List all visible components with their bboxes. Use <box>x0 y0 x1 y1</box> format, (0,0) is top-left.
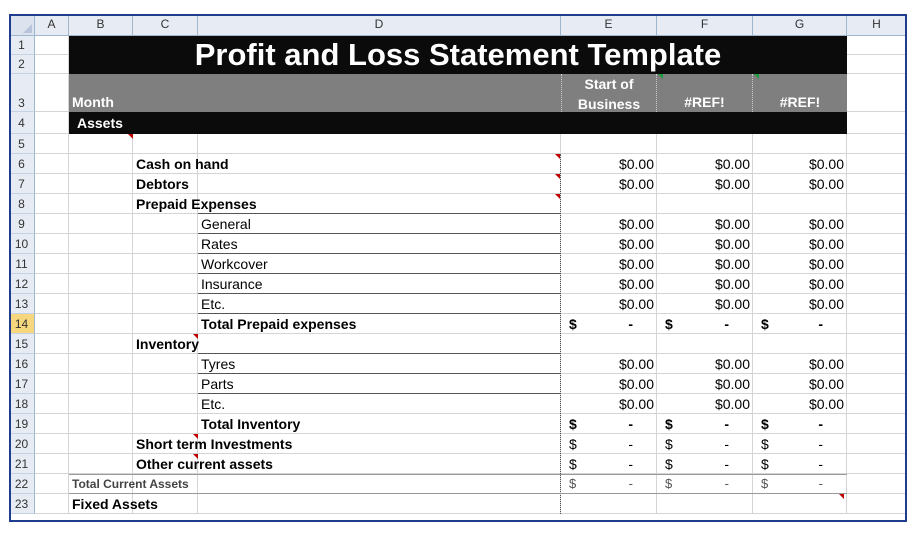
grid-cell[interactable] <box>847 454 907 474</box>
comment-indicator <box>128 134 133 139</box>
currency-symbol-e: $ <box>569 416 577 432</box>
value-e[interactable]: $0.00 <box>618 256 654 272</box>
grid-cell[interactable] <box>198 134 561 154</box>
grid-cell[interactable] <box>847 434 907 454</box>
row-underline <box>198 313 561 314</box>
currency-symbol-g: $ <box>761 316 769 332</box>
column-divider <box>560 154 561 514</box>
row-label: Total Prepaid expenses <box>201 316 357 332</box>
row-header-16[interactable]: 16 <box>9 354 35 374</box>
row-header-4[interactable]: 4 <box>9 112 35 134</box>
grid-cell[interactable] <box>847 234 907 254</box>
row-header-22[interactable]: 22 <box>9 474 35 494</box>
value-f[interactable]: - <box>724 476 729 491</box>
row-label: Etc. <box>201 296 226 312</box>
comment-indicator <box>658 74 663 79</box>
currency-symbol-e: $ <box>569 436 577 452</box>
grid-cell[interactable] <box>69 454 133 474</box>
value-e[interactable]: $0.00 <box>618 296 654 312</box>
row-header-15[interactable]: 15 <box>9 334 35 354</box>
grid-cell[interactable] <box>133 354 198 374</box>
value-g[interactable]: - <box>818 316 823 332</box>
grid-cell[interactable] <box>847 334 907 354</box>
row-header-17[interactable]: 17 <box>9 374 35 394</box>
row-underline <box>198 393 561 394</box>
currency-symbol-e: $ <box>569 456 577 472</box>
grid-cell[interactable] <box>657 134 753 154</box>
value-f[interactable]: $0.00 <box>714 396 750 412</box>
value-g[interactable]: $0.00 <box>808 176 844 192</box>
row-label: Fixed Assets <box>72 496 158 512</box>
row-label: Inventory <box>136 336 200 352</box>
grid-cell[interactable] <box>35 194 69 214</box>
grid-cell[interactable] <box>35 354 69 374</box>
grid-cell[interactable] <box>133 294 198 314</box>
grid-cell[interactable] <box>847 55 907 74</box>
grid-cell[interactable] <box>35 74 69 112</box>
currency-symbol-e: $ <box>569 476 577 491</box>
section-assets: Assets <box>69 112 847 134</box>
grid-cell[interactable] <box>69 434 133 454</box>
currency-symbol-g: $ <box>761 416 769 432</box>
value-e[interactable]: $0.00 <box>618 176 654 192</box>
row-label: Workcover <box>201 256 268 272</box>
row-underline <box>198 293 561 294</box>
row-header-12[interactable]: 12 <box>9 274 35 294</box>
value-g[interactable]: - <box>818 456 823 472</box>
column-header-b[interactable]: B <box>69 14 133 35</box>
value-e[interactable]: $0.00 <box>618 236 654 252</box>
value-f[interactable]: $0.00 <box>714 236 750 252</box>
row-header-5[interactable]: 5 <box>9 134 35 154</box>
grid-cell[interactable] <box>35 154 69 174</box>
grid-cell[interactable] <box>847 374 907 394</box>
grid-cell[interactable] <box>35 474 69 494</box>
grid-cell[interactable] <box>35 494 69 514</box>
grid-cell[interactable] <box>35 374 69 394</box>
grid-cell[interactable] <box>657 334 753 354</box>
header-start-line1: Start of <box>584 76 634 92</box>
grid-cell[interactable] <box>561 134 657 154</box>
sheet-row <box>9 134 907 154</box>
currency-symbol-f: $ <box>665 476 673 491</box>
value-g[interactable]: $0.00 <box>808 216 844 232</box>
value-e[interactable]: - <box>628 456 633 472</box>
header-start-line2: Business <box>577 96 641 112</box>
value-g[interactable]: $0.00 <box>808 256 844 272</box>
page-title: Profit and Loss Statement Template <box>69 36 847 74</box>
select-all-corner[interactable] <box>9 14 35 35</box>
row-underline <box>198 213 561 214</box>
currency-symbol-f: $ <box>665 316 673 332</box>
grid-cell[interactable] <box>35 234 69 254</box>
grid-cell[interactable] <box>69 154 133 174</box>
row-label: Rates <box>201 236 238 252</box>
grid-cell[interactable] <box>133 134 198 154</box>
value-e[interactable]: - <box>628 476 633 491</box>
grid-cell[interactable] <box>69 354 133 374</box>
row-header-21[interactable]: 21 <box>9 454 35 474</box>
row-label: Etc. <box>201 396 226 412</box>
grid-cell[interactable] <box>847 314 907 334</box>
grid-cell[interactable] <box>69 394 133 414</box>
grid-cell[interactable] <box>69 294 133 314</box>
row-header-20[interactable]: 20 <box>9 434 35 454</box>
column-header-g[interactable]: G <box>753 14 847 35</box>
value-f[interactable]: - <box>724 456 729 472</box>
value-g[interactable]: $0.00 <box>808 356 844 372</box>
comment-indicator <box>555 154 560 159</box>
value-f[interactable]: $0.00 <box>714 256 750 272</box>
grid-cell[interactable] <box>35 112 69 134</box>
currency-symbol-f: $ <box>665 456 673 472</box>
comment-indicator <box>754 74 759 79</box>
grid-cell[interactable] <box>847 394 907 414</box>
currency-symbol-f: $ <box>665 416 673 432</box>
grid-cell[interactable] <box>69 214 133 234</box>
value-f[interactable]: $0.00 <box>714 176 750 192</box>
row-header-8[interactable]: 8 <box>9 194 35 214</box>
grid-cell[interactable] <box>133 254 198 274</box>
comment-indicator <box>839 494 844 499</box>
value-g[interactable]: $0.00 <box>808 396 844 412</box>
grid-cell[interactable] <box>847 112 907 134</box>
currency-symbol-f: $ <box>665 436 673 452</box>
grid-cell[interactable] <box>753 494 847 514</box>
grid-cell[interactable] <box>35 214 69 234</box>
row-underline <box>198 373 561 374</box>
grid-cell[interactable] <box>847 134 907 154</box>
grid-cell[interactable] <box>561 494 657 514</box>
row-header-18[interactable]: 18 <box>9 394 35 414</box>
row-label: Parts <box>201 376 234 392</box>
grid-cell[interactable] <box>847 154 907 174</box>
value-e[interactable]: $0.00 <box>618 396 654 412</box>
row-header-1[interactable]: 1 <box>9 36 35 55</box>
grid-cell[interactable] <box>847 74 907 112</box>
comment-indicator <box>193 434 198 439</box>
column-header-c[interactable]: C <box>133 14 198 35</box>
grid-cell[interactable] <box>69 194 133 214</box>
total-band <box>69 474 847 494</box>
grid-cell[interactable] <box>133 374 198 394</box>
value-e[interactable]: $0.00 <box>618 276 654 292</box>
value-e[interactable]: $0.00 <box>618 376 654 392</box>
grid-cell[interactable] <box>133 314 198 334</box>
row-header-19[interactable]: 19 <box>9 414 35 434</box>
grid-cell[interactable] <box>753 194 847 214</box>
value-g[interactable]: $0.00 <box>808 376 844 392</box>
value-e[interactable]: - <box>628 436 633 452</box>
comment-indicator <box>555 174 560 179</box>
grid-cell[interactable] <box>561 334 657 354</box>
header-start-of-business <box>561 74 657 112</box>
grid-cell[interactable] <box>69 174 133 194</box>
grid-cell[interactable] <box>69 314 133 334</box>
value-f[interactable]: $0.00 <box>714 276 750 292</box>
grid-cell[interactable] <box>847 294 907 314</box>
grid-cell[interactable] <box>35 254 69 274</box>
row-label: Cash on hand <box>136 156 229 172</box>
grid-cell[interactable] <box>847 474 907 494</box>
value-e[interactable]: $0.00 <box>618 216 654 232</box>
value-e[interactable]: $0.00 <box>618 356 654 372</box>
column-header-h[interactable]: H <box>847 14 907 35</box>
grid-cell[interactable] <box>35 174 69 194</box>
grid-cell[interactable] <box>847 194 907 214</box>
value-g[interactable]: - <box>818 416 823 432</box>
row-underline <box>198 253 561 254</box>
value-e[interactable]: $0.00 <box>618 156 654 172</box>
grid-cell[interactable] <box>35 394 69 414</box>
row-label: General <box>201 216 251 232</box>
header-month: Month <box>69 74 561 112</box>
value-g[interactable]: $0.00 <box>808 296 844 312</box>
currency-symbol-g: $ <box>761 476 769 491</box>
grid-cell[interactable] <box>35 36 69 55</box>
comment-indicator <box>555 194 560 199</box>
grid-cell[interactable] <box>35 334 69 354</box>
row-label: Insurance <box>201 276 263 292</box>
grid-cell[interactable] <box>847 174 907 194</box>
row-header-10[interactable]: 10 <box>9 234 35 254</box>
row-header-11[interactable]: 11 <box>9 254 35 274</box>
value-g[interactable]: $0.00 <box>808 156 844 172</box>
row-header-2[interactable]: 2 <box>9 55 35 74</box>
row-underline <box>198 273 561 274</box>
grid-cell[interactable] <box>35 55 69 74</box>
value-e[interactable]: - <box>628 316 633 332</box>
row-header-3[interactable]: 3 <box>9 74 35 112</box>
grid-cell[interactable] <box>133 414 198 434</box>
grid-cell[interactable] <box>69 374 133 394</box>
currency-symbol-g: $ <box>761 456 769 472</box>
value-f[interactable]: $0.00 <box>714 296 750 312</box>
grid-cell[interactable] <box>69 334 133 354</box>
grid-cell[interactable] <box>35 294 69 314</box>
comment-indicator <box>193 334 198 339</box>
grid-cell[interactable] <box>561 194 657 214</box>
grid-cell[interactable] <box>847 274 907 294</box>
row-header-7[interactable]: 7 <box>9 174 35 194</box>
column-header-row <box>9 14 907 36</box>
value-e[interactable]: - <box>628 416 633 432</box>
row-underline <box>198 353 561 354</box>
grid-cell[interactable] <box>847 414 907 434</box>
grid-cell[interactable] <box>69 274 133 294</box>
row-header-14[interactable]: 14 <box>9 314 35 334</box>
grid-cell[interactable] <box>847 254 907 274</box>
grid-cell[interactable] <box>35 314 69 334</box>
value-g[interactable]: $0.00 <box>808 276 844 292</box>
grid-cell[interactable] <box>847 214 907 234</box>
grid-cell[interactable] <box>69 414 133 434</box>
grid-cell[interactable] <box>847 494 907 514</box>
row-underline <box>198 233 561 234</box>
comment-indicator <box>193 454 198 459</box>
row-header-13[interactable]: 13 <box>9 294 35 314</box>
row-label: Prepaid Expenses <box>136 196 257 212</box>
grid-cell[interactable] <box>69 134 133 154</box>
row-header-9[interactable]: 9 <box>9 214 35 234</box>
currency-symbol-e: $ <box>569 316 577 332</box>
grid-cell[interactable] <box>133 274 198 294</box>
grid-cell[interactable] <box>35 414 69 434</box>
grid-cell[interactable] <box>69 254 133 274</box>
value-g[interactable]: $0.00 <box>808 236 844 252</box>
currency-symbol-g: $ <box>761 436 769 452</box>
column-header-a[interactable]: A <box>35 14 69 35</box>
value-f[interactable]: - <box>724 436 729 452</box>
row-header-23[interactable]: 23 <box>9 494 35 514</box>
grid-cell[interactable] <box>847 354 907 374</box>
spreadsheet-window <box>9 14 907 522</box>
grid-cell[interactable] <box>35 134 69 154</box>
grid-cell[interactable] <box>657 494 753 514</box>
column-header-f[interactable]: F <box>657 14 753 35</box>
column-header-d[interactable]: D <box>198 14 561 35</box>
row-label: Debtors <box>136 176 189 192</box>
value-f[interactable]: - <box>724 416 729 432</box>
row-label: Other current assets <box>136 456 273 472</box>
grid-cell[interactable] <box>35 454 69 474</box>
row-label: Tyres <box>201 356 236 372</box>
value-f[interactable]: $0.00 <box>714 376 750 392</box>
row-label: Short term Investments <box>136 436 293 452</box>
grid-cell[interactable] <box>133 234 198 254</box>
row-label: Total Inventory <box>201 416 301 432</box>
grid-cell[interactable] <box>133 214 198 234</box>
row-header-6[interactable]: 6 <box>9 154 35 174</box>
value-f[interactable]: - <box>724 316 729 332</box>
header-ref-1: #REF! <box>657 74 753 112</box>
value-g[interactable]: - <box>818 476 823 491</box>
grid-cell[interactable] <box>847 36 907 55</box>
grid-cell[interactable] <box>657 194 753 214</box>
row-label: Total Current Assets <box>72 477 189 491</box>
value-g[interactable]: - <box>818 436 823 452</box>
value-f[interactable]: $0.00 <box>714 356 750 372</box>
grid-cell[interactable] <box>35 434 69 454</box>
header-ref-2: #REF! <box>753 74 847 112</box>
column-header-e[interactable]: E <box>561 14 657 35</box>
grid-cell[interactable] <box>753 334 847 354</box>
value-f[interactable]: $0.00 <box>714 216 750 232</box>
grid-cell[interactable] <box>69 234 133 254</box>
grid-cell[interactable] <box>753 134 847 154</box>
grid-cell[interactable] <box>35 274 69 294</box>
grid-cell[interactable] <box>133 394 198 414</box>
value-f[interactable]: $0.00 <box>714 156 750 172</box>
